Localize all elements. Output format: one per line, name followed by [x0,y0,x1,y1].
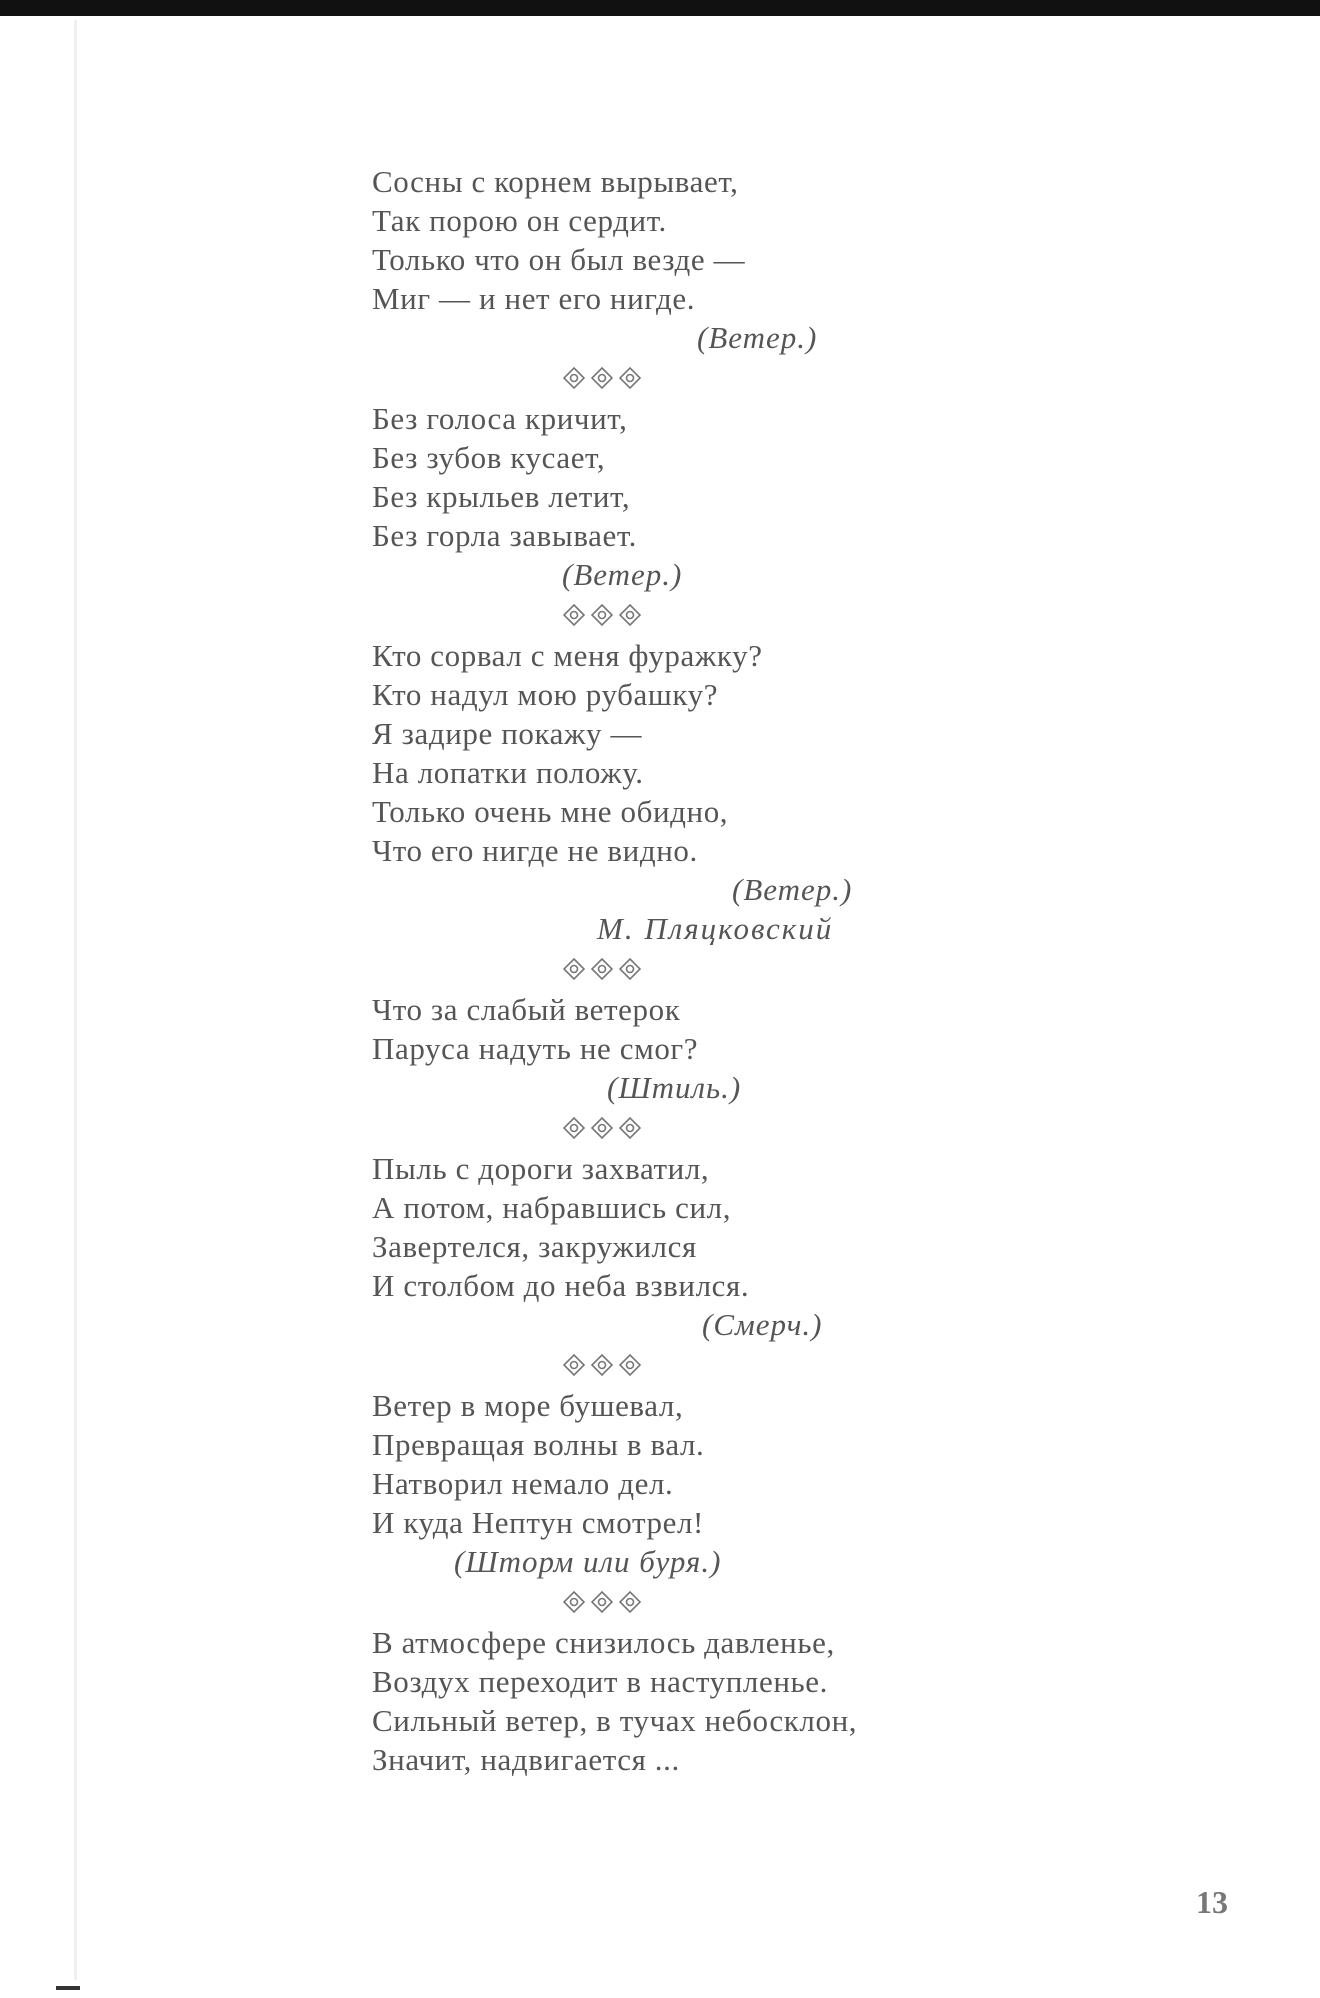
riddle-line: Что его нигде не видно. [372,833,698,868]
riddle-line: В атмосфере снизилось давленье, [372,1625,835,1660]
riddle-line: Сильный ветер, в тучах небосклон, [372,1703,858,1738]
riddle-line: Только что он был везде — [372,242,746,277]
riddle-line: Кто сорвал с меня фуражку? [372,638,763,673]
ornament-separator [372,1581,1072,1623]
riddle-answer: (Ветер.) [697,320,818,355]
riddle-line: Превращая волны в вал. [372,1427,705,1462]
riddle-line: Натворил немало дел. [372,1466,674,1501]
riddles-column [372,162,1072,1779]
scan-top-edge [0,0,1320,16]
diamond-ornament-icon [562,957,642,981]
riddle-line: Миг — и нет его нигде. [372,281,696,316]
diamond-ornament-icon [562,603,642,627]
riddle-line: Воздух переходит в наступленье. [372,1664,828,1699]
riddle-answer: (Шторм или буря.) [454,1544,722,1579]
riddle [372,990,1072,1107]
riddle-line: Ветер в море бушевал, [372,1388,684,1423]
riddle-line: Кто надул мою рубашку? [372,677,719,712]
riddle-line: Так порою он сердит. [372,203,667,238]
riddle-answer: (Смерч.) [702,1307,823,1342]
riddle-line: Без горла завывает. [372,518,638,553]
riddle [372,636,1072,948]
riddle-line: На лопатки положу. [372,755,644,790]
riddle-line: Пыль с дороги захватил, [372,1151,710,1186]
ornament-separator [372,948,1072,990]
diamond-ornament-icon [562,1116,642,1140]
riddle-answer: (Ветер.) [562,557,683,592]
riddle [372,1386,1072,1581]
riddle-answer: (Штиль.) [607,1070,742,1105]
riddle [372,162,1072,357]
riddle [372,1149,1072,1344]
riddle-line: А потом, набравшись сил, [372,1190,732,1225]
riddle-line: Без голоса кричит, [372,401,628,436]
riddle-line: Только очень мне обидно, [372,794,729,829]
riddle-line: Я задире покажу — [372,716,643,751]
riddle-line: И столбом до неба взвился. [372,1268,750,1303]
diamond-ornament-icon [562,366,642,390]
riddle [372,399,1072,594]
riddle-author: М. Пляцковский [597,911,834,946]
riddle-line: Без зубов кусает, [372,440,606,475]
riddle-line: И куда Нептун смотрел! [372,1505,704,1540]
ornament-separator [372,594,1072,636]
riddle-line: Завертелся, закружился [372,1229,697,1264]
riddle-line: Сосны с корнем вырывает, [372,164,739,199]
riddle-line: Без крыльев летит, [372,479,631,514]
ornament-separator [372,357,1072,399]
riddle-answer: (Ветер.) [732,872,853,907]
page-number: 13 [1196,1884,1228,1920]
riddle [372,1623,1072,1779]
ornament-separator [372,1107,1072,1149]
diamond-ornament-icon [562,1590,642,1614]
riddle-line: Значит, надвигается ... [372,1742,680,1777]
page-binding-edge [74,20,77,1980]
scan-corner-mark [56,1986,80,1990]
riddle-line: Что за слабый ветерок [372,992,681,1027]
riddle-line: Паруса надуть не смог? [372,1031,699,1066]
diamond-ornament-icon [562,1353,642,1377]
ornament-separator [372,1344,1072,1386]
